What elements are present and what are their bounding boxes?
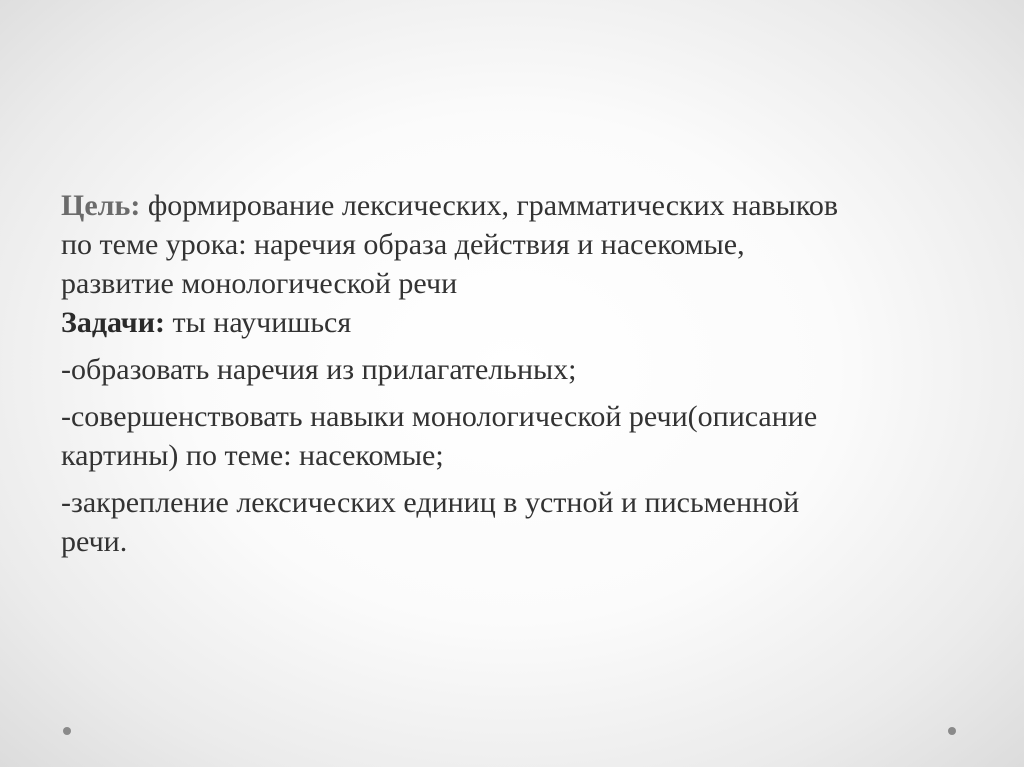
task-item-2-line-1: -совершенствовать навыки монологической речи(описание — [61, 400, 818, 433]
tasks-label: Задачи: — [61, 306, 166, 339]
goal-line-2: по теме урока: наречия образа действия и насекомые, — [61, 228, 745, 261]
goal-text-1: формирование лексических, грамматических навыков — [140, 189, 839, 222]
task-item-3-line-1: -закрепление лексических единиц в устной и письменной — [61, 486, 800, 519]
circle-bullet-icon — [63, 727, 71, 735]
task-item-3-line-2: речи. — [61, 525, 128, 558]
circle-bullet-icon — [948, 727, 956, 735]
task-item-3 — [61, 483, 961, 561]
goal-label: Цель: — [61, 189, 141, 222]
task-item-2-line-2: картины) по теме: насекомые; — [61, 439, 444, 472]
tasks-intro: ты научишься — [165, 306, 352, 339]
task-item-1-line-1: -образовать наречия из прилагательных; — [61, 353, 577, 386]
goal-line-1 — [61, 186, 961, 225]
task-item-2 — [61, 397, 961, 475]
slide-content — [61, 186, 961, 561]
task-item-1 — [61, 350, 961, 389]
goal-line-3: развитие монологической речи — [61, 267, 458, 300]
tasks-line — [61, 303, 961, 342]
